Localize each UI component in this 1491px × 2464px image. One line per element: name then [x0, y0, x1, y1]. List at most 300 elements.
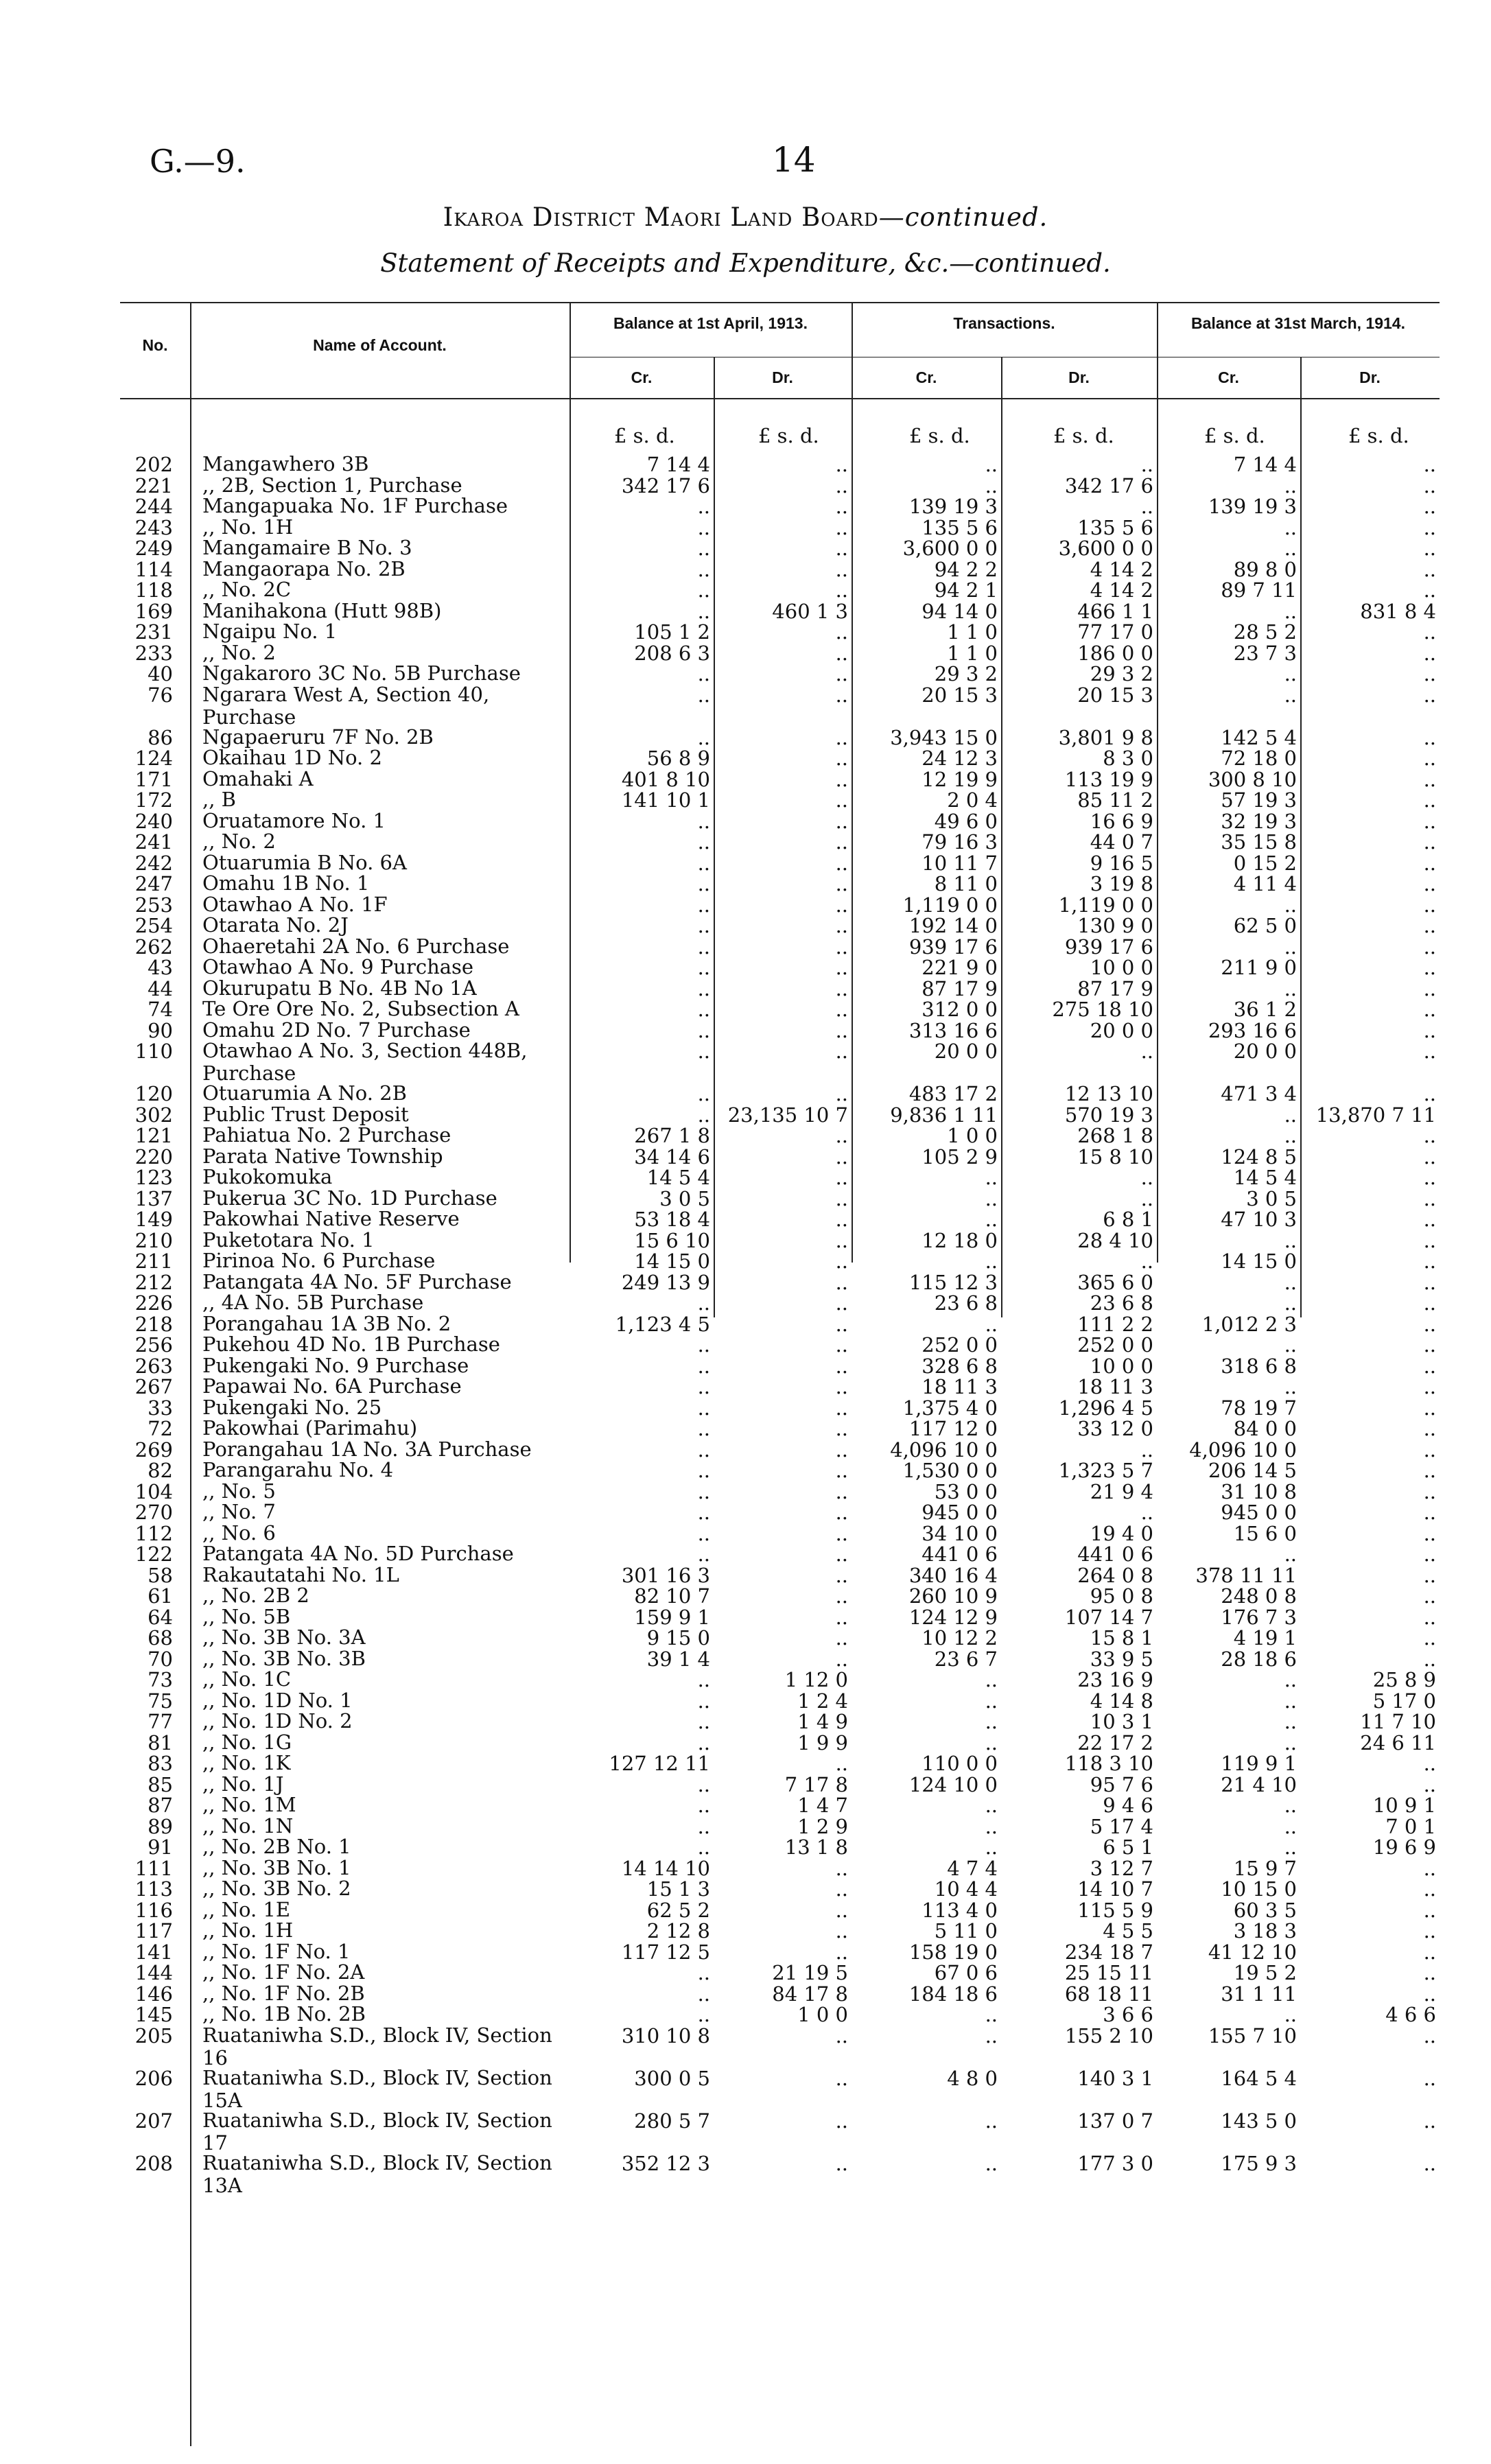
account-name: Otawhao A No. 9 Purchase: [202, 955, 474, 978]
amount-cell: 0 15 2: [1233, 851, 1297, 875]
amount-cell: 15 1 3: [646, 1877, 710, 1901]
row-number: 171: [134, 767, 173, 791]
amount-cell: 1,296 4 5: [1058, 1396, 1153, 1420]
amount-cell: 3 6 6: [1103, 2003, 1153, 2026]
amount-cell: 3 12 7: [1090, 1856, 1153, 1880]
row-number: 90: [148, 1018, 173, 1042]
amount-cell: ..: [697, 578, 710, 602]
account-name: Otuarumia B No. 6A: [202, 850, 407, 874]
amount-cell: 82 10 7: [634, 1584, 710, 1608]
amount-cell: 21 9 4: [1090, 1479, 1153, 1503]
board-name: Ikaroa District Maori Land Board: [443, 202, 879, 232]
amount-cell: ..: [985, 1208, 998, 1231]
account-name: Pirinoa No. 6 Purchase: [202, 1249, 436, 1272]
col-header-cr-trans: Cr.: [915, 368, 937, 386]
amount-cell: ..: [835, 976, 848, 1000]
amount-cell: ..: [985, 2023, 998, 2048]
account-name: Otuarumia A No. 2B: [202, 1081, 407, 1105]
row-number: 117: [134, 1919, 173, 1943]
amount-cell: ..: [1423, 2066, 1436, 2090]
row-number: 120: [134, 1082, 173, 1105]
amount-cell: 28 4 10: [1077, 1228, 1153, 1252]
amount-cell: ..: [1423, 976, 1436, 1000]
row-number: 144: [134, 1961, 173, 1984]
amount-cell: ..: [1423, 495, 1436, 518]
amount-cell: ..: [1423, 1291, 1436, 1315]
amount-cell: ..: [1423, 1521, 1436, 1545]
amount-cell: ..: [1284, 2003, 1297, 2026]
amount-cell: ..: [697, 1354, 710, 1378]
amount-cell: 28 18 6: [1221, 1647, 1297, 1671]
amount-cell: 9 4 6: [1103, 1794, 1153, 1817]
amount-cell: ..: [835, 453, 848, 476]
row-number: 233: [134, 641, 173, 665]
amount-cell: ..: [835, 747, 848, 770]
amount-cell: ..: [697, 976, 710, 1000]
account-name: Otawhao A No. 1F: [202, 892, 388, 916]
amount-cell: ..: [835, 998, 848, 1021]
row-number: 44: [148, 976, 173, 1000]
amount-cell: 483 17 2: [908, 1082, 998, 1105]
row-number: 64: [148, 1605, 173, 1629]
account-name: Oruatamore No. 1: [202, 808, 386, 832]
amount-cell: 24 6 11: [1360, 1730, 1436, 1755]
account-name: ,, No. 1H: [202, 1919, 294, 1942]
account-name: ,, No. 2: [202, 830, 276, 853]
account-name: Pahiatua No. 2 Purchase: [202, 1123, 451, 1147]
amount-cell: 67 0 6: [934, 1961, 998, 1984]
row-number: 68: [148, 1626, 173, 1650]
account-name: Pukerua 3C No. 1D Purchase: [202, 1186, 497, 1210]
amount-cell: ..: [835, 1270, 848, 1294]
amount-cell: 342 17 6: [621, 473, 710, 497]
amount-cell: ..: [985, 1689, 998, 1713]
amount-cell: ..: [697, 1082, 710, 1105]
account-name: ,, No. 3B No. 3A: [202, 1626, 366, 1649]
amount-cell: 62 5 0: [1233, 914, 1297, 937]
row-number: 212: [134, 1270, 173, 1294]
amount-cell: ..: [835, 683, 848, 707]
amount-cell: 19 4 0: [1090, 1521, 1153, 1545]
amount-cell: ..: [1284, 1375, 1297, 1398]
account-name: ,, No. 1E: [202, 1897, 291, 1921]
row-number: 137: [134, 1186, 173, 1210]
row-number: 113: [134, 1877, 173, 1901]
amount-cell: 159 9 1: [634, 1605, 710, 1629]
amount-cell: 293 16 6: [1208, 1018, 1297, 1042]
amount-cell: 4 14 2: [1090, 578, 1153, 602]
account-name: Otawhao A No. 3, Section 448B, Purchase: [202, 1039, 528, 1085]
amount-cell: 85 11 2: [1077, 788, 1153, 812]
account-name: Porangahau 1A No. 3A Purchase: [202, 1437, 532, 1461]
account-name: Ruataniwha S.D., Block IV, Section 13A: [202, 2150, 552, 2197]
amount-cell: ..: [1423, 1018, 1436, 1042]
amount-cell: 137 0 7: [1077, 2109, 1153, 2133]
account-name: Te Ore Ore No. 2, Subsection A: [202, 997, 519, 1020]
amount-cell: 12 19 9: [921, 767, 998, 791]
account-name: Ruataniwha S.D., Block IV, Section 15A: [202, 2065, 552, 2112]
amount-cell: 10 0 0: [1090, 1354, 1153, 1378]
amount-cell: ..: [1284, 473, 1297, 497]
amount-cell: 1 9 9: [797, 1730, 848, 1755]
amount-cell: 118 3 10: [1064, 1752, 1153, 1775]
row-number: 61: [148, 1584, 173, 1608]
amount-cell: 300 0 5: [634, 2066, 710, 2090]
amount-cell: ..: [1284, 893, 1297, 917]
amount-cell: 313 16 6: [908, 1018, 998, 1042]
account-name: ,, No. 1G: [202, 1730, 292, 1754]
amount-cell: 33 9 5: [1090, 1647, 1153, 1671]
row-number: 221: [134, 473, 173, 497]
amount-cell: ..: [697, 1542, 710, 1566]
amount-cell: ..: [697, 914, 710, 937]
amount-cell: 3 18 3: [1233, 1919, 1297, 1943]
amount-cell: 77 17 0: [1077, 620, 1153, 644]
amount-cell: 1 0 0: [797, 2003, 848, 2026]
amount-cell: 49 6 0: [934, 809, 998, 833]
account-name: Okaihau 1D No. 2: [202, 746, 382, 769]
amount-cell: 84 0 0: [1233, 1417, 1297, 1440]
amount-cell: 939 17 6: [1064, 935, 1153, 959]
amount-cell: 135 5 6: [1077, 515, 1153, 539]
account-name: Patangata 4A No. 5D Purchase: [202, 1542, 514, 1565]
amount-cell: 25 8 9: [1372, 1668, 1436, 1691]
amount-cell: 1,119 0 0: [902, 893, 998, 917]
amount-cell: ..: [1140, 1186, 1153, 1210]
amount-cell: ..: [835, 1166, 848, 1189]
amount-cell: ..: [835, 1919, 848, 1943]
amount-cell: ..: [1140, 1166, 1153, 1189]
amount-cell: ..: [1423, 1940, 1436, 1964]
amount-cell: ..: [697, 1396, 710, 1420]
amount-cell: ..: [835, 1291, 848, 1315]
row-number: 75: [148, 1689, 173, 1713]
row-number: 249: [134, 537, 173, 560]
amount-cell: 31 1 11: [1221, 1982, 1297, 2006]
amount-cell: 1,530 0 0: [902, 1459, 998, 1482]
row-number: 256: [134, 1333, 173, 1357]
row-number: 121: [134, 1124, 173, 1147]
amount-cell: 115 12 3: [908, 1270, 998, 1294]
amount-cell: 260 10 9: [908, 1584, 998, 1608]
amount-cell: ..: [835, 2023, 848, 2048]
row-number: 43: [148, 956, 173, 979]
amount-cell: ..: [835, 1354, 848, 1378]
account-name: ,, 2B, Section 1, Purchase: [202, 473, 462, 497]
amount-cell: ..: [835, 1605, 848, 1629]
amount-cell: 11 7 10: [1360, 1710, 1436, 1733]
row-number: 76: [148, 683, 173, 707]
amount-cell: 1 1 0: [947, 641, 998, 665]
account-name: ,, No. 1D No. 1: [202, 1688, 353, 1712]
amount-cell: 119 9 1: [1221, 1752, 1297, 1775]
account-name: ,, No. 3B No. 1: [202, 1855, 351, 1879]
amount-cell: ..: [1284, 1814, 1297, 1838]
amount-cell: ..: [697, 1438, 710, 1462]
account-name: Public Trust Deposit: [202, 1102, 409, 1126]
amount-cell: ..: [985, 1249, 998, 1273]
amount-cell: 5 17 4: [1090, 1814, 1153, 1838]
amount-cell: 105 2 9: [921, 1145, 998, 1169]
row-number: 169: [134, 599, 173, 623]
account-name: Rakautatahi No. 1L: [202, 1562, 399, 1586]
account-name: Puketotara No. 1: [202, 1228, 375, 1252]
amount-cell: ..: [835, 1249, 848, 1273]
amount-cell: ..: [697, 1668, 710, 1691]
amount-cell: 4 6 6: [1385, 2003, 1436, 2026]
row-number: 172: [134, 788, 173, 812]
amount-cell: ..: [1423, 1270, 1436, 1294]
row-number: 85: [148, 1772, 173, 1796]
table-row: [120, 1040, 1440, 1085]
amount-cell: 1 0 0: [947, 1124, 998, 1147]
account-name: ,, No. 1M: [202, 1793, 296, 1816]
amount-cell: 280 5 7: [634, 2109, 710, 2133]
col-header-no: No.: [142, 336, 168, 354]
row-number: 253: [134, 893, 173, 917]
amount-cell: 21 19 5: [772, 1961, 848, 1984]
amount-cell: 8 11 0: [934, 872, 998, 895]
amount-cell: 18 11 3: [921, 1375, 998, 1398]
amount-cell: 24 12 3: [921, 747, 998, 770]
amount-cell: 310 10 8: [621, 2023, 710, 2048]
unit-label: £ s. d.: [614, 424, 675, 447]
amount-cell: 53 18 4: [634, 1208, 710, 1231]
amount-cell: ..: [697, 998, 710, 1021]
document-subtitle: Statement of Receipts and Expenditure, &c.—continued.: [380, 248, 1111, 278]
amount-cell: ..: [1284, 683, 1297, 707]
amount-cell: ..: [1423, 1145, 1436, 1169]
amount-cell: ..: [697, 1730, 710, 1755]
account-name: Pukengaki No. 25: [202, 1395, 382, 1419]
amount-cell: 13,870 7 11: [1315, 1103, 1436, 1127]
account-name: Pukengaki No. 9 Purchase: [202, 1353, 469, 1377]
unit-label: £ s. d.: [1204, 424, 1265, 447]
account-name: ,, No. 1D No. 2: [202, 1709, 353, 1733]
amount-cell: ..: [697, 662, 710, 685]
amount-cell: 94 2 1: [934, 578, 998, 602]
amount-cell: 23,135 10 7: [727, 1103, 848, 1127]
amount-cell: ..: [1423, 1479, 1436, 1503]
amount-cell: 124 12 9: [908, 1605, 998, 1629]
amount-cell: ..: [835, 1312, 848, 1336]
amount-cell: 14 15 0: [1221, 1249, 1297, 1273]
amount-cell: 105 1 2: [634, 620, 710, 644]
amount-cell: 127 12 11: [609, 1752, 710, 1775]
account-name: ,, No. 6: [202, 1521, 276, 1545]
account-name: Okurupatu B No. 4B No 1A: [202, 976, 477, 1000]
amount-cell: ..: [1140, 1249, 1153, 1273]
account-name: Ngakaroro 3C No. 5B Purchase: [202, 661, 521, 685]
amount-cell: 14 14 10: [621, 1856, 710, 1880]
account-name: ,, No. 2B 2: [202, 1584, 309, 1607]
amount-cell: 184 18 6: [908, 1982, 998, 2006]
amount-cell: ..: [1423, 473, 1436, 497]
row-number: 240: [134, 809, 173, 833]
amount-cell: 3 19 8: [1090, 872, 1153, 895]
amount-cell: ..: [835, 473, 848, 497]
amount-cell: ..: [835, 1459, 848, 1482]
amount-cell: ..: [835, 1877, 848, 1901]
amount-cell: 6 5 1: [1103, 1835, 1153, 1859]
col-header-bal1914: Balance at 31st March, 1914.: [1191, 314, 1405, 332]
amount-cell: ..: [1423, 2023, 1436, 2048]
amount-cell: ..: [835, 1124, 848, 1147]
row-number: 86: [148, 725, 173, 749]
amount-cell: 115 5 9: [1077, 1898, 1153, 1922]
amount-cell: ..: [697, 725, 710, 749]
amount-cell: ..: [1423, 1563, 1436, 1587]
accounts-table: [120, 302, 1440, 2446]
col-header-transactions: Transactions.: [953, 314, 1055, 332]
amount-cell: 12 13 10: [1064, 1082, 1153, 1105]
amount-cell: ..: [697, 1961, 710, 1984]
row-number: 116: [134, 1898, 173, 1922]
amount-cell: ..: [1423, 767, 1436, 791]
amount-cell: 10 0 0: [1090, 956, 1153, 979]
amount-cell: 340 16 4: [908, 1563, 998, 1587]
amount-cell: ..: [697, 2003, 710, 2026]
amount-cell: 252 0 0: [1077, 1333, 1153, 1357]
amount-cell: 32 19 3: [1221, 809, 1297, 833]
amount-cell: ..: [835, 851, 848, 875]
amount-cell: ..: [835, 1082, 848, 1105]
row-number: 211: [134, 1249, 173, 1273]
amount-cell: 252 0 0: [921, 1333, 998, 1357]
amount-cell: ..: [835, 1145, 848, 1169]
amount-cell: ..: [835, 1186, 848, 1210]
amount-cell: ..: [697, 557, 710, 581]
table-row: [120, 2152, 1440, 2197]
amount-cell: ..: [835, 662, 848, 685]
amount-cell: 135 5 6: [921, 515, 998, 539]
row-number: 74: [148, 998, 173, 1021]
amount-cell: ..: [1284, 1730, 1297, 1755]
unit-label: £ s. d.: [1348, 424, 1409, 447]
amount-cell: 35 15 8: [1221, 830, 1297, 854]
account-name: Pukokomuka: [202, 1165, 333, 1188]
account-name: ,, No. 2: [202, 640, 276, 664]
amount-cell: 155 2 10: [1064, 2023, 1153, 2048]
amount-cell: 36 1 2: [1233, 998, 1297, 1021]
amount-cell: 342 17 6: [1064, 473, 1153, 497]
amount-cell: 47 10 3: [1221, 1208, 1297, 1231]
amount-cell: ..: [1423, 1438, 1436, 1462]
amount-cell: 945 0 0: [1221, 1501, 1297, 1524]
amount-cell: 1,323 5 7: [1058, 1459, 1153, 1482]
amount-cell: ..: [835, 557, 848, 581]
account-name: Mangaorapa No. 2B: [202, 556, 406, 580]
amount-cell: 1,012 2 3: [1201, 1312, 1297, 1336]
amount-cell: ..: [835, 2066, 848, 2090]
amount-cell: 20 0 0: [934, 1040, 998, 1063]
amount-cell: 13 1 8: [784, 1835, 848, 1859]
amount-cell: ..: [697, 935, 710, 959]
amount-cell: 300 8 10: [1208, 767, 1297, 791]
amount-cell: ..: [835, 1208, 848, 1231]
amount-cell: ..: [1284, 599, 1297, 623]
amount-cell: ..: [1423, 1584, 1436, 1608]
amount-cell: ..: [697, 872, 710, 895]
account-name: ,, No. 1B No. 2B: [202, 2002, 366, 2026]
amount-cell: ..: [1423, 830, 1436, 854]
amount-cell: ..: [697, 830, 710, 854]
amount-cell: ..: [835, 1333, 848, 1357]
amount-cell: 39 1 4: [646, 1647, 710, 1671]
amount-cell: ..: [1284, 1228, 1297, 1252]
amount-cell: ..: [835, 1396, 848, 1420]
amount-cell: 15 9 7: [1233, 1856, 1297, 1880]
account-name: Mangawhero 3B: [202, 452, 369, 476]
account-name: ,, No. 1F No. 2B: [202, 1981, 365, 2005]
account-name: Ruataniwha S.D., Block IV, Section 16: [202, 2023, 552, 2069]
row-number: 267: [134, 1375, 173, 1398]
amount-cell: 378 11 11: [1195, 1563, 1297, 1587]
amount-cell: 8 3 0: [1103, 747, 1153, 770]
account-name: Manihakona (Hutt 98B): [202, 598, 442, 622]
amount-cell: ..: [697, 495, 710, 518]
row-number: 141: [134, 1940, 173, 1964]
amount-cell: 41 12 10: [1208, 1940, 1297, 1964]
row-number: 206: [134, 2066, 173, 2090]
amount-cell: ..: [985, 1710, 998, 1733]
amount-cell: ..: [697, 515, 710, 539]
amount-cell: ..: [1423, 1961, 1436, 1984]
account-name: ,, No. 1N: [202, 1814, 294, 1838]
amount-cell: 29 3 2: [1090, 662, 1153, 685]
amount-cell: 570 19 3: [1064, 1103, 1153, 1127]
amount-cell: 164 5 4: [1221, 2066, 1297, 2090]
amount-cell: 14 10 7: [1077, 1877, 1153, 1901]
row-number: 270: [134, 1501, 173, 1524]
amount-cell: 34 14 6: [634, 1145, 710, 1169]
amount-cell: ..: [1423, 620, 1436, 644]
amount-cell: 268 1 8: [1077, 1124, 1153, 1147]
amount-cell: 10 15 0: [1221, 1877, 1297, 1901]
amount-cell: ..: [835, 1856, 848, 1880]
amount-cell: 94 14 0: [921, 599, 998, 623]
amount-cell: 57 19 3: [1221, 788, 1297, 812]
amount-cell: 10 3 1: [1090, 1710, 1153, 1733]
amount-cell: 945 0 0: [921, 1501, 998, 1524]
amount-cell: ..: [835, 1479, 848, 1503]
amount-cell: ..: [1140, 453, 1153, 476]
row-number: 73: [148, 1668, 173, 1691]
account-name: ,, No. 3B No. 3B: [202, 1646, 366, 1670]
amount-cell: ..: [1423, 1459, 1436, 1482]
amount-cell: 158 19 0: [908, 1940, 998, 1964]
account-name: ,, No. 2B No. 1: [202, 1835, 351, 1858]
amount-cell: 2 0 4: [947, 788, 998, 812]
amount-cell: ..: [1284, 1270, 1297, 1294]
row-number: 104: [134, 1479, 173, 1503]
row-number: 226: [134, 1291, 173, 1315]
amount-cell: 15 8 1: [1090, 1626, 1153, 1650]
amount-cell: ..: [985, 1730, 998, 1755]
account-name: Parata Native Township: [202, 1144, 443, 1168]
amount-cell: 2 12 8: [646, 1919, 710, 1943]
amount-cell: 15 6 0: [1233, 1521, 1297, 1545]
col-header-bal1913: Balance at 1st April, 1913.: [613, 314, 808, 332]
amount-cell: ..: [835, 1228, 848, 1252]
amount-cell: 34 10 0: [921, 1521, 998, 1545]
amount-cell: 20 15 3: [921, 683, 998, 707]
amount-cell: ..: [1284, 1710, 1297, 1733]
account-name: ,, No. 1F No. 1: [202, 1939, 351, 1963]
amount-cell: ..: [1423, 557, 1436, 581]
account-name: Mangamaire B No. 3: [202, 536, 412, 559]
amount-cell: ..: [1140, 1438, 1153, 1462]
